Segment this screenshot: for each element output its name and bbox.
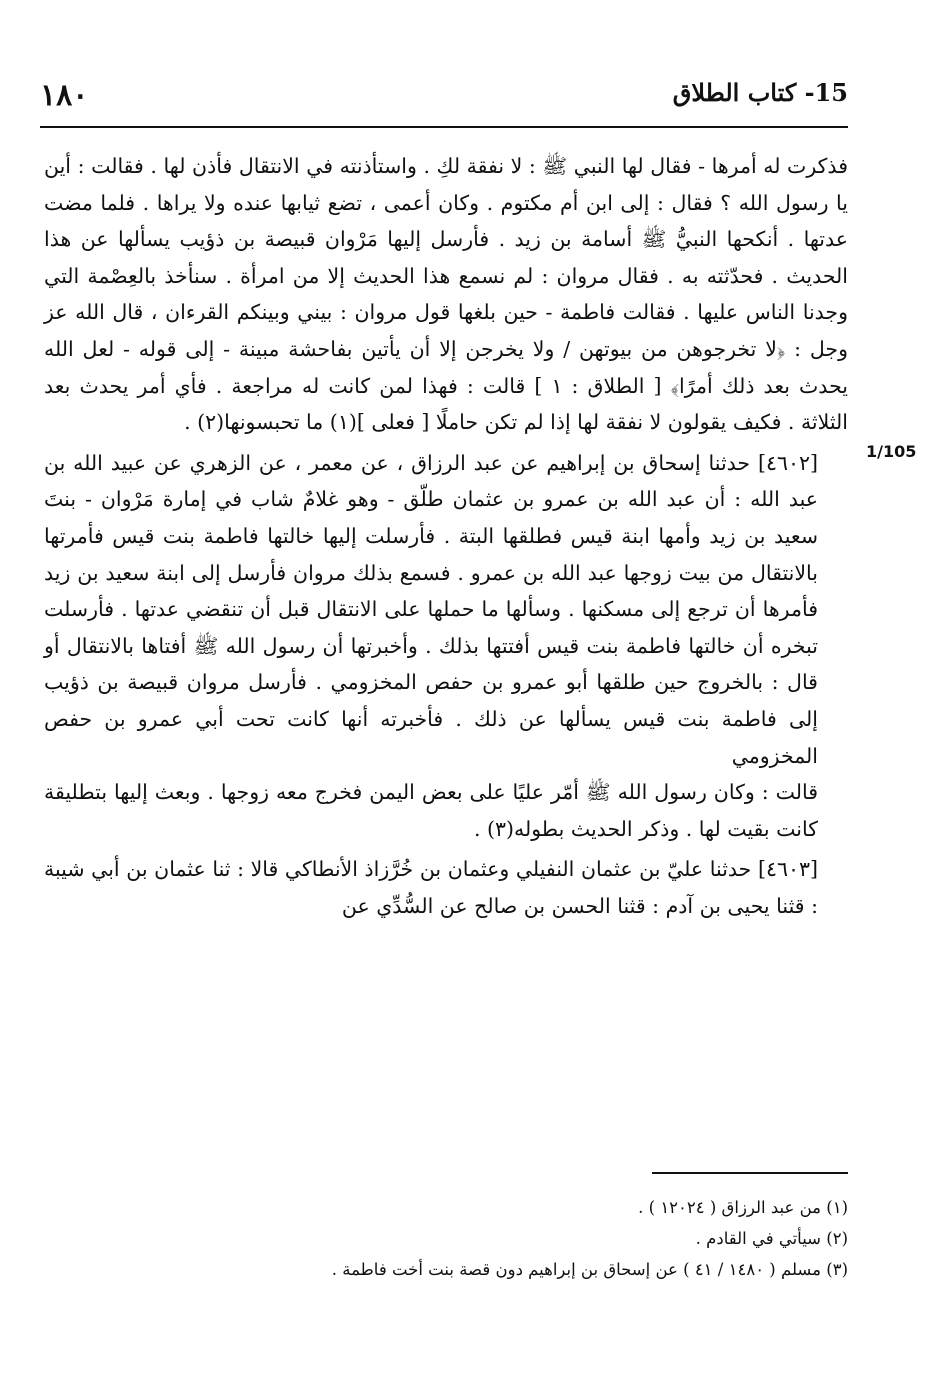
footnotes: [44, 1192, 848, 1285]
main-text: [44, 148, 848, 924]
page-number: ١٨٠: [40, 78, 89, 113]
paragraph-4-hadith-4603: [٤٦٠٣] حدثنا عليّ بن عثمان النفيلي وعثمان بن خُرَّزاذ الأنطاكي قالا : ثنا عثمان بن أبي شيبة : قثنا يحيى بن آدم : قثنا الحسن بن صالح عن السُّدِّي عن: [44, 857, 818, 918]
paragraph-2-hadith-4602: [٤٦٠٢] حدثنا إسحاق بن إبراهيم عن عبد الرزاق ، عن معمر ، عن الزهري عن عبيد الله بن عبد الله : أن عبد الله بن عمرو بن عثمان طلّق - وهو غلامٌ شاب في إمارة مَرْوان - بنتَ سعيد بن زيد وأمها ابنة قيس فطلقها البتة . فأرسلت إليها خالتها فاطمة بنت قيس فأمرتها بالانتقال من بيت زوجها عبد الله بن عمرو . فسمع بذلك مروان فأرسل إلى ابنة سعيد بن زيد فأمرها أن ترجع إلى مسكنها . وسألها ما حملها على الانتقال قبل أن تنقضي عدتها . فأرسلت تبخره أن خالتها فاطمة بنت قيس أفتتها بذلك . وأخبرتها أن رسول الله ﷺ أفتاها بالانتقال أو قال : بالخروج حين طلقها أبو عمرو بن حفص المخزومي . فأرسل مروان قبيصة بن ذؤيب إلى فاطمة بنت قيس يسألها عن ذلك . فأخبرته أنها كانت تحت أبي عمرو بن حفص المخزومي: [44, 450, 818, 768]
header-divider: [40, 126, 848, 128]
chapter-title: 15- كتاب الطلاق: [672, 78, 848, 107]
footnote-1: (١) من عبد الرزاق ( ١٢٠٢٤ ) .: [638, 1198, 848, 1217]
paragraph-1: فذكرت له أمرها - فقال لها النبي ﷺ : لا نفقة لكِ . واستأذنته في الانتقال فأذن لها . فقالت : أين يا رسول الله ؟ فقال : إلى ابن أم مكتوم . وكان أعمى ، تضع ثيابها عنده ولا يراها . فلما مضت عدتها . أنكحها النبيُّ ﷺ أسامة بن زيد . فأرسل إليها مَرْوان قبيصة بن ذؤيب يسألها عن هذا الحديث . فحدّثته به . فقال مروان : لم نسمع هذا الحديث إلا من امرأة . سنأخذ بالعِصْمة التي وجدنا الناس عليها . فقالت فاطمة - حين بلغها قول مروان : بيني وبينكم القرءان ، قال الله عز وجل : ﴿لا تخرجوهن من بيوتهن / ولا يخرجن إلا أن يأتين بفاحشة مبينة - إلى قوله - لعل الله يحدث بعد ذلك أمرًا﴾ [ الطلاق : ١ ] قالت : فهذا لمن كانت له مراجعة . فأي أمر يحدث بعد الثلاثة . فكيف يقولون لا نفقة لها إذا لم تكن حاملًا [ فعلى ](١) ما تحبسونها(٢) .: [44, 154, 849, 435]
footnote-3: (٣) مسلم ( ١٤٨٠ / ٤١ ) عن إسحاق بن إبراهيم دون قصة بنت أخت فاطمة .: [331, 1260, 848, 1279]
paragraph-3: قالت : وكان رسول الله ﷺ أمّر عليًا على بعض اليمن فخرج معه زوجها . وبعث إليها بتطليقة كانت بقيت لها . وذكر الحديث بطوله(٣) .: [44, 780, 818, 841]
page-header: [40, 78, 848, 118]
footnote-2: (٢) سيأتي في القادم .: [695, 1229, 848, 1248]
footnote-divider: [652, 1172, 848, 1174]
margin-reference: 1/105: [866, 442, 917, 461]
